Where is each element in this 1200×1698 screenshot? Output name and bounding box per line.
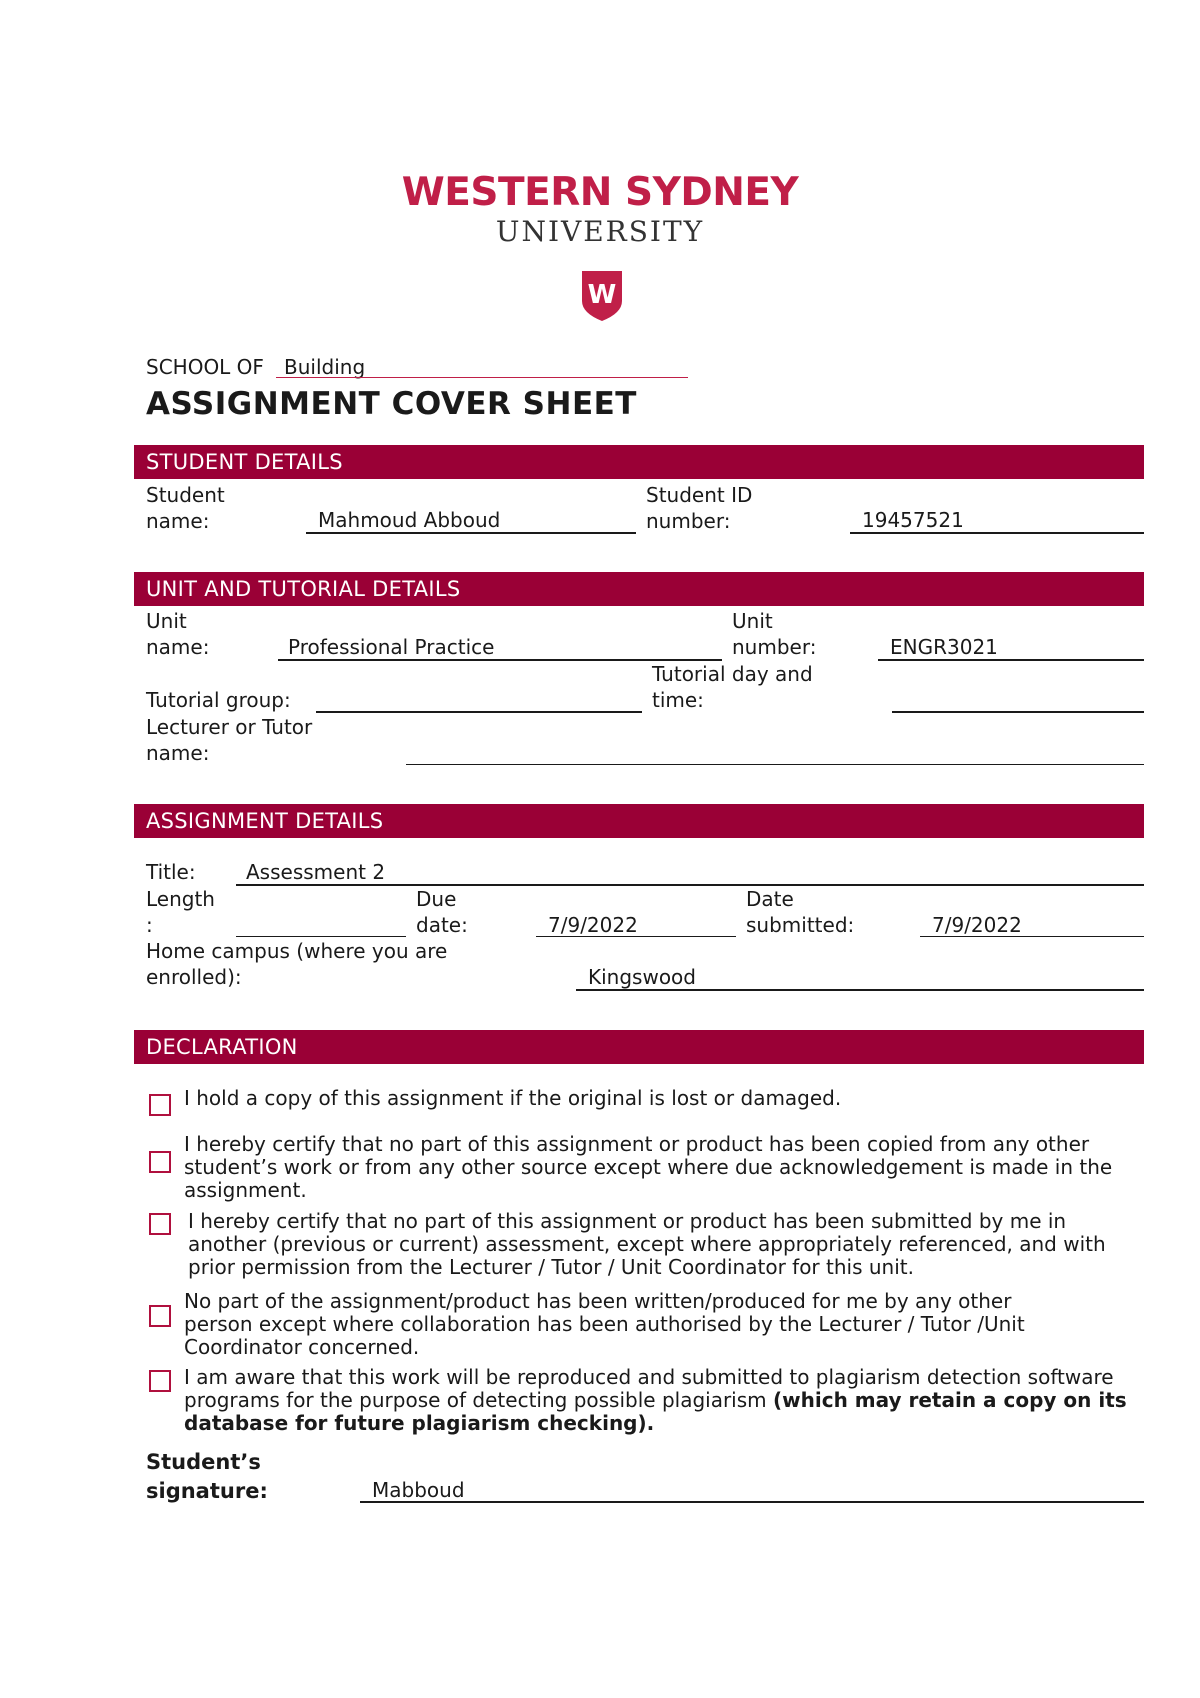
home-campus-value: Kingswood: [588, 965, 696, 989]
due-date-label: Due date:: [416, 887, 468, 937]
section-unit-details: UNIT AND TUTORIAL DETAILS: [134, 572, 1144, 606]
section-assignment-details: ASSIGNMENT DETAILS: [134, 804, 1144, 838]
declaration-checkbox-5[interactable]: [149, 1370, 171, 1392]
student-name-line: [306, 532, 636, 534]
declaration-text-1: I hold a copy of this assignment if the original is lost or damaged.: [184, 1086, 842, 1110]
length-label: Length :: [146, 887, 215, 937]
lecturer-label: Lecturer or Tutor name:: [146, 715, 313, 765]
home-campus-line: [576, 989, 1144, 991]
page-title: ASSIGNMENT COVER SHEET: [146, 386, 637, 422]
student-name-value: Mahmoud Abboud: [318, 508, 501, 532]
date-submitted-line: [920, 936, 1144, 937]
length-line: [236, 936, 406, 937]
declaration-text-4: No part of the assignment/product has been written/produced for me by any other person except where collaboration has been authorised by the Lecturer / Tutor /Unit Coordinator concerned.: [184, 1289, 1025, 1359]
declaration-checkbox-4[interactable]: [149, 1305, 171, 1327]
declaration-checkbox-3[interactable]: [149, 1213, 171, 1235]
logo-wordmark-line1: WESTERN SYDNEY: [401, 170, 799, 215]
tutorial-time-line: [892, 711, 1144, 713]
signature-line: [360, 1501, 1144, 1503]
assignment-title-value: Assessment 2: [246, 860, 386, 884]
tutorial-group-label: Tutorial group:: [146, 688, 291, 712]
student-id-line: [850, 532, 1144, 534]
declaration-text-5: I am aware that this work will be reproduced and submitted to plagiarism detection software programs for the purpose of detecting possible plagiarism (which may retain a copy on its database for future plagiarism checking).: [184, 1365, 1127, 1435]
signature-value: Mabboud: [372, 1478, 465, 1502]
declaration-text-2: I hereby certify that no part of this assignment or product has been copied from any other student’s work or from any other source except where due acknowledgement is made in the assignment.: [184, 1132, 1113, 1202]
lecturer-line: [406, 764, 1144, 765]
school-value: Building: [284, 355, 366, 379]
student-id-value: 19457521: [862, 508, 964, 532]
unit-number-label: Unit number:: [732, 609, 817, 659]
declaration-checkbox-2[interactable]: [149, 1151, 171, 1173]
school-label: SCHOOL OF: [146, 355, 264, 379]
logo-wordmark-line2: UNIVERSITY: [495, 215, 705, 248]
signature-label: Student’s signature:: [146, 1450, 268, 1503]
due-date-value: 7/9/2022: [548, 913, 638, 937]
date-submitted-label: Date submitted:: [746, 887, 855, 937]
unit-name-label: Unit name:: [146, 609, 210, 659]
unit-name-value: Professional Practice: [288, 635, 495, 659]
declaration-text-5-bold: (which may retain a copy on its database for future plagiarism checking).: [184, 1388, 1127, 1435]
declaration-text-3: I hereby certify that no part of this assignment or product has been submitted by me in another (previous or current) assessment, except where appropriately referenced, and with prior permission from the Lecturer / Tutor / Unit Coordinator for this unit.: [188, 1209, 1106, 1279]
unit-number-line: [878, 659, 1144, 661]
assignment-title-line: [236, 884, 1144, 886]
student-id-label: Student ID number:: [646, 483, 753, 533]
tutorial-time-label: Tutorial day and time:: [652, 662, 813, 712]
tutorial-group-line: [316, 711, 642, 713]
student-name-label: Student name:: [146, 483, 225, 533]
assignment-title-label: Title:: [146, 860, 196, 884]
school-underline: [276, 377, 688, 378]
date-submitted-value: 7/9/2022: [932, 913, 1022, 937]
due-date-line: [536, 936, 736, 937]
university-shield-icon: [582, 271, 622, 321]
unit-number-value: ENGR3021: [890, 635, 998, 659]
section-declaration: DECLARATION: [134, 1030, 1144, 1064]
shield-letter: W: [587, 280, 617, 310]
section-student-details: STUDENT DETAILS: [134, 445, 1144, 479]
home-campus-label: Home campus (where you are enrolled):: [146, 939, 448, 989]
declaration-checkbox-1[interactable]: [149, 1094, 171, 1116]
